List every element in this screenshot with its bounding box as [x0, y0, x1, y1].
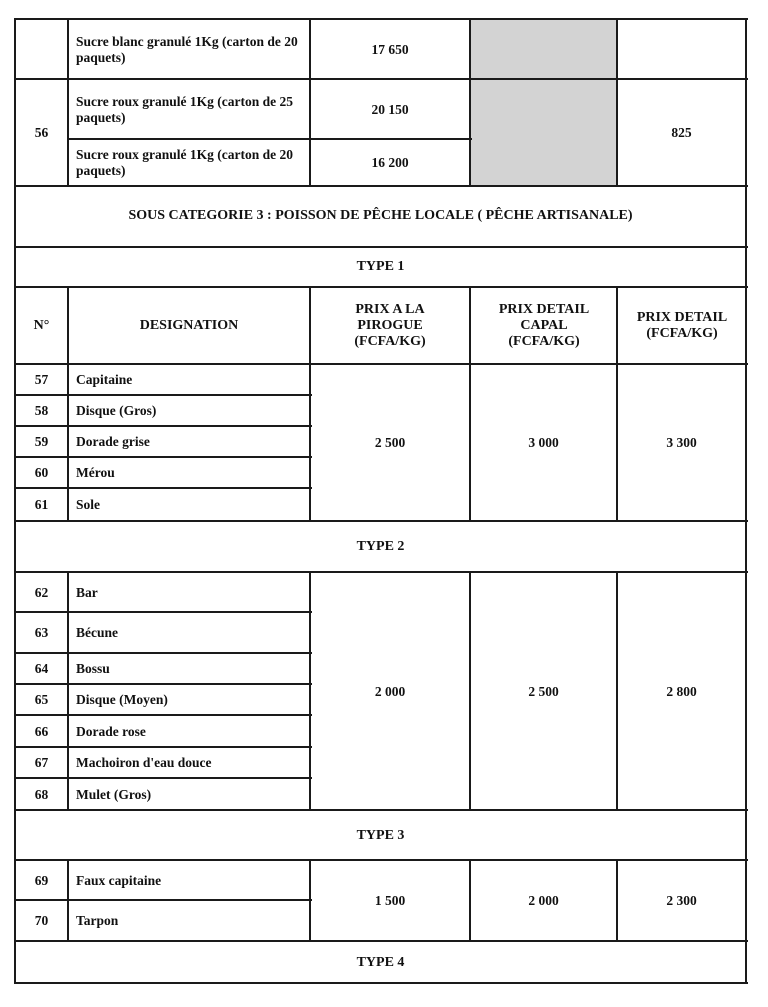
- grid-line: [15, 286, 748, 288]
- grid-line: [15, 652, 312, 654]
- grid-line: [15, 982, 748, 984]
- grid-line: [469, 859, 471, 942]
- grid-line: [616, 571, 618, 811]
- type-1-price-detail: 3 300: [666, 434, 697, 450]
- grid-line: [616, 859, 618, 942]
- grid-line: [309, 286, 311, 522]
- shaded-cell-56: [470, 80, 617, 185]
- row-number: 67: [34, 755, 49, 770]
- grid-line: [15, 18, 748, 20]
- type-3-price-capal: 2 000: [528, 893, 559, 908]
- designation-cell: Sole: [76, 496, 101, 512]
- grid-line: [469, 286, 471, 522]
- row-number: 69: [34, 872, 49, 888]
- row-number: 57: [34, 372, 49, 387]
- price-pirogue-cell: 16 200: [371, 154, 409, 170]
- designation-cell: Mérou: [76, 465, 115, 480]
- type-3-label: TYPE 3: [356, 827, 405, 843]
- row-number: 64: [34, 661, 49, 676]
- type-1-price-capal: 3 000: [528, 434, 559, 450]
- designation-cell: Disque (Moyen): [76, 692, 168, 707]
- designation-cell: Tarpon: [76, 913, 119, 928]
- col-header-designation: DESIGNATION: [139, 317, 239, 333]
- grid-line: [15, 185, 748, 187]
- type-1-label: TYPE 1: [356, 258, 405, 274]
- grid-line: [15, 859, 748, 861]
- grid-line: [15, 683, 312, 685]
- grid-line: [67, 859, 69, 942]
- designation-cell: Sucre roux granulé 1Kg (carton de 20 paquets): [76, 146, 293, 178]
- designation-cell: Faux capitaine: [76, 872, 162, 888]
- designation-cell: Dorade rose: [76, 723, 146, 739]
- grid-line: [15, 520, 748, 522]
- row-number: 70: [34, 913, 49, 928]
- grid-line: [309, 18, 311, 187]
- row-number: 68: [34, 786, 49, 802]
- type-2-label: TYPE 2: [356, 538, 405, 554]
- grid-line: [15, 456, 312, 458]
- type-2-price-detail: 2 800: [666, 683, 697, 699]
- grid-line: [309, 571, 311, 811]
- col-header-price-pirogue: PRIX A LA PIROGUE (FCFA/KG): [354, 301, 426, 349]
- row-number: 61: [34, 496, 49, 512]
- grid-line: [67, 286, 69, 522]
- grid-line: [15, 246, 748, 248]
- grid-line: [15, 714, 312, 716]
- type-4-label: TYPE 4: [356, 954, 405, 970]
- type-2-price-capal: 2 500: [528, 683, 559, 699]
- designation-cell: Machoiron d'eau douce: [76, 755, 212, 770]
- col-header-number: N°: [33, 317, 50, 333]
- price-pirogue-cell: 20 150: [371, 101, 409, 117]
- grid-line: [15, 746, 312, 748]
- designation-cell: Bossu: [76, 661, 110, 676]
- type-3-price-pirogue: 1 500: [374, 893, 406, 908]
- grid-line: [67, 571, 69, 811]
- designation-cell: Capitaine: [76, 372, 133, 387]
- grid-line: [309, 859, 311, 942]
- grid-line: [616, 286, 618, 522]
- grid-line: [745, 18, 747, 984]
- col-header-price-capal: PRIX DETAIL CAPAL (FCFA/KG): [498, 301, 590, 349]
- grid-line: [15, 363, 748, 365]
- designation-cell: Bécune: [76, 625, 118, 640]
- grid-line: [15, 611, 312, 613]
- designation-cell: Sucre blanc granulé 1Kg (carton de 20 paquets): [76, 33, 298, 65]
- type-3-price-detail: 2 300: [666, 893, 697, 908]
- row-number: 58: [34, 403, 49, 418]
- designation-cell: Mulet (Gros): [76, 786, 152, 802]
- row-number-56: 56: [34, 124, 49, 140]
- designation-cell: Disque (Gros): [76, 403, 157, 418]
- col-header-price-detail: PRIX DETAIL (FCFA/KG): [636, 309, 728, 341]
- price-detail-cell: 825: [671, 124, 692, 140]
- row-number: 59: [34, 434, 49, 449]
- grid-line: [469, 18, 471, 187]
- designation-cell: Dorade grise: [76, 434, 150, 449]
- subcategory-title: SOUS CATEGORIE 3 : POISSON DE PÊCHE LOCALE ( PÊCHE ARTISANALE): [128, 208, 633, 223]
- grid-line: [469, 571, 471, 811]
- row-number: 60: [34, 465, 49, 480]
- grid-line: [15, 940, 748, 942]
- grid-line: [68, 138, 472, 140]
- shaded-cell-top: [470, 20, 617, 79]
- type-1-price-pirogue: 2 500: [374, 434, 406, 450]
- grid-line: [67, 18, 69, 187]
- row-number: 62: [34, 584, 49, 600]
- type-2-price-pirogue: 2 000: [374, 683, 406, 699]
- grid-line: [14, 18, 16, 984]
- designation-cell: Bar: [76, 584, 98, 600]
- grid-line: [15, 78, 748, 80]
- row-number: 66: [34, 723, 49, 739]
- grid-line: [15, 394, 312, 396]
- grid-line: [15, 425, 312, 427]
- designation-cell: Sucre roux granulé 1Kg (carton de 25 paquets): [76, 93, 293, 125]
- row-number: 63: [34, 625, 49, 640]
- grid-line: [15, 777, 312, 779]
- row-number: 65: [34, 692, 49, 707]
- grid-line: [15, 809, 748, 811]
- price-pirogue-cell: 17 650: [371, 41, 409, 57]
- grid-line: [15, 571, 748, 573]
- grid-line: [15, 899, 312, 901]
- grid-line: [616, 18, 618, 187]
- grid-line: [15, 487, 312, 489]
